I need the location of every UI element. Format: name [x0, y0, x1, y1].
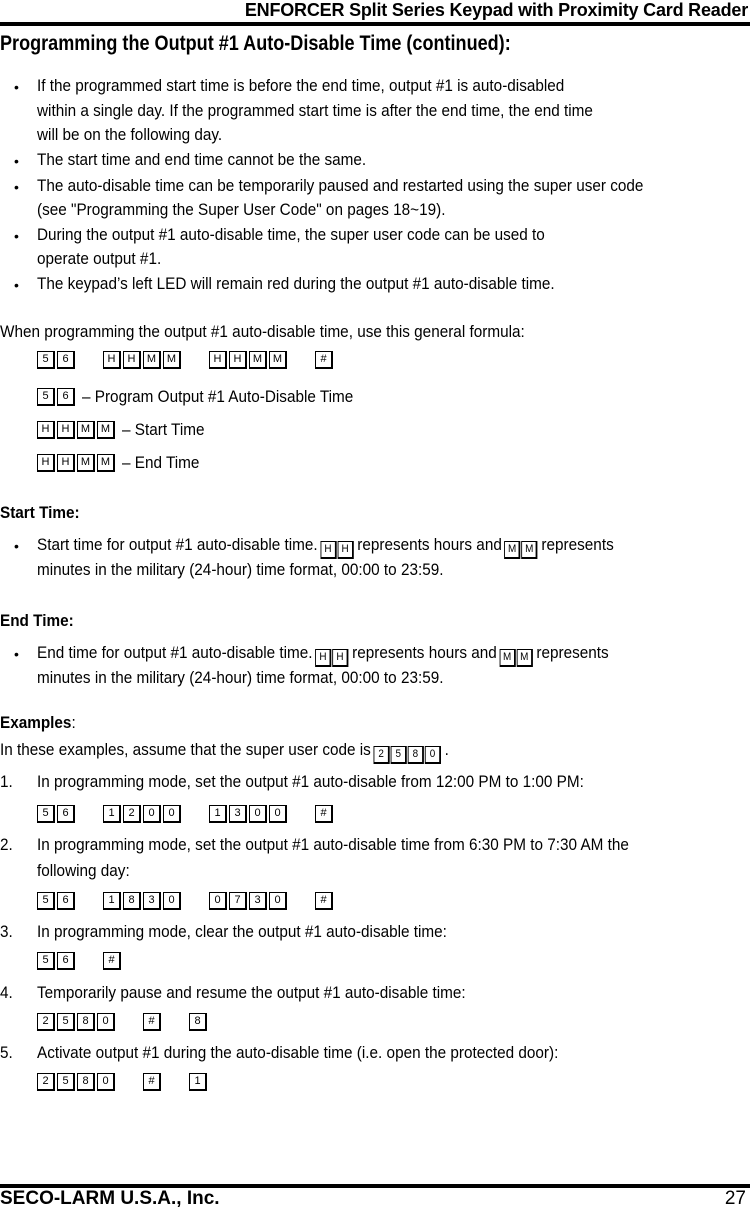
bullet-icon: • [14, 79, 19, 95]
key-icon: 2 [37, 1073, 55, 1091]
key-icon: 6 [57, 805, 75, 823]
key-icon: 0 [269, 805, 287, 823]
key-icon: 0 [143, 805, 161, 823]
key-icon: 6 [57, 351, 75, 369]
key-icon: 8 [189, 1013, 207, 1031]
key-icon: 2 [37, 1013, 55, 1031]
key-icon: 6 [57, 388, 75, 406]
key-icon: 1 [103, 892, 121, 910]
key-icon: H [37, 454, 55, 472]
example-2-number: 2. [0, 835, 13, 854]
example-2-keys [37, 892, 351, 910]
bullet-icon: • [14, 153, 19, 169]
key-icon: H [57, 454, 75, 472]
key-icon: H [37, 421, 55, 439]
examples-heading: Examples: [0, 713, 76, 732]
bullet-5-line-1: The keypad’s left LED will remain red during the output #1 auto-disable time. [37, 274, 555, 293]
key-icon: 0 [269, 892, 287, 910]
bullet-icon: • [14, 179, 19, 195]
example-1-keys [37, 805, 351, 823]
bullet-4-line-2: operate output #1. [37, 249, 162, 268]
key-icon: 6 [57, 952, 75, 970]
key-icon: 0 [97, 1073, 115, 1091]
legend-text: – Program Output #1 Auto-Disable Time [82, 387, 354, 406]
start-time-line-2: minutes in the military (24-hour) time format, 00:00 to 23:59. [37, 560, 444, 579]
key-icon: M [517, 649, 533, 667]
key-icon: # [143, 1073, 161, 1091]
formula-legend-2 [37, 420, 214, 440]
key-icon: H [209, 351, 227, 369]
key-icon: 0 [209, 892, 227, 910]
legend-text: – Start Time [122, 420, 205, 439]
key-icon: 5 [37, 351, 55, 369]
key-icon: M [143, 351, 161, 369]
key-icon: # [315, 351, 333, 369]
example-3-number: 3. [0, 922, 13, 941]
bullet-3-line-2: (see "Programming the Super User Code" on pages 18~19). [37, 200, 446, 219]
key-icon: 2 [374, 746, 390, 764]
bullet-1-line-2: within a single day. If the programmed start time is after the end time, the end time [37, 101, 593, 120]
key-icon: M [97, 454, 115, 472]
start-time-heading: Start Time: [0, 503, 80, 522]
example-1-text: In programming mode, set the output #1 auto-disable from 12:00 PM to 1:00 PM: [37, 772, 584, 791]
running-header: ENFORCER Split Series Keypad with Proximity Card Reader [244, 0, 748, 20]
example-3-text: In programming mode, clear the output #1 auto-disable time: [37, 922, 447, 941]
key-icon: 8 [77, 1073, 95, 1091]
end-time-heading: End Time: [0, 611, 74, 630]
formula-legend-3 [37, 453, 208, 473]
formula-sequence [37, 351, 351, 369]
bullet-icon: • [14, 538, 19, 554]
key-icon: 3 [143, 892, 161, 910]
legend-text: – End Time [122, 453, 200, 472]
key-icon: # [103, 952, 121, 970]
key-icon: 5 [37, 952, 55, 970]
key-icon: M [499, 649, 515, 667]
key-icon: M [522, 541, 538, 559]
key-icon: 5 [37, 388, 55, 406]
key-icon: H [315, 649, 331, 667]
key-icon: M [505, 541, 521, 559]
key-icon: M [163, 351, 181, 369]
key-icon: 5 [391, 746, 407, 764]
key-icon: M [269, 351, 287, 369]
key-icon: M [97, 421, 115, 439]
example-4-keys [37, 1013, 225, 1031]
key-icon: 1 [189, 1073, 207, 1091]
key-icon: 5 [37, 892, 55, 910]
key-icon: # [143, 1013, 161, 1031]
example-3-keys [37, 952, 139, 970]
example-4-text: Temporarily pause and resume the output #1 auto-disable time: [37, 983, 466, 1002]
key-icon: M [77, 421, 95, 439]
formula-legend-1 [37, 387, 383, 407]
example-2-text-1: In programming mode, set the output #1 auto-disable time from 6:30 PM to 7:30 AM the [37, 835, 629, 854]
start-time-line-1: Start time for output #1 auto-disable time. H H represents hours and M M represents [37, 535, 614, 559]
key-icon: H [123, 351, 141, 369]
bullet-icon: • [14, 228, 19, 244]
example-2-text-2: following day: [37, 861, 130, 880]
key-icon: H [229, 351, 247, 369]
key-icon: 3 [229, 805, 247, 823]
page-title: Programming the Output #1 Auto-Disable Time (continued): [0, 32, 511, 55]
key-icon: H [320, 541, 336, 559]
key-icon: H [337, 541, 353, 559]
example-5-number: 5. [0, 1043, 13, 1062]
examples-intro: In these examples, assume that the super user code is 2 5 8 0 . [0, 740, 449, 764]
key-icon: 7 [229, 892, 247, 910]
key-icon: H [103, 351, 121, 369]
bullet-2-line-1: The start time and end time cannot be the same. [37, 150, 367, 169]
footer-company: SECO-LARM U.S.A., Inc. [0, 1188, 220, 1209]
formula-intro: When programming the output #1 auto-disable time, use this general formula: [0, 322, 525, 341]
header-rule [0, 22, 750, 26]
key-icon: 8 [77, 1013, 95, 1031]
key-icon: H [57, 421, 75, 439]
key-icon: # [315, 805, 333, 823]
example-4-number: 4. [0, 983, 13, 1002]
key-icon: 0 [163, 892, 181, 910]
key-icon: 5 [57, 1073, 75, 1091]
end-time-line-1: End time for output #1 auto-disable time. H H represents hours and M M represents [37, 643, 609, 667]
bullet-icon: • [14, 277, 19, 293]
key-icon: M [77, 454, 95, 472]
key-icon: 6 [57, 892, 75, 910]
example-5-text: Activate output #1 during the auto-disable time (i.e. open the protected door): [37, 1043, 559, 1062]
key-icon: 0 [425, 746, 441, 764]
bullet-icon: • [14, 646, 19, 662]
example-1-number: 1. [0, 772, 13, 791]
key-icon: 8 [408, 746, 424, 764]
bullet-1-line-1: If the programmed start time is before the end time, output #1 is auto-disabled [37, 76, 565, 95]
key-icon: # [315, 892, 333, 910]
key-icon: 5 [57, 1013, 75, 1031]
key-icon: 0 [249, 805, 267, 823]
key-icon: 8 [123, 892, 141, 910]
key-icon: 0 [97, 1013, 115, 1031]
bullet-4-line-1: During the output #1 auto-disable time, the super user code can be used to [37, 225, 545, 244]
key-icon: M [249, 351, 267, 369]
example-5-keys [37, 1073, 225, 1091]
key-icon: 3 [249, 892, 267, 910]
page-number: 27 [724, 1188, 746, 1209]
key-icon: 1 [209, 805, 227, 823]
key-icon: 5 [37, 805, 55, 823]
key-icon: 1 [103, 805, 121, 823]
key-icon: H [332, 649, 348, 667]
end-time-line-2: minutes in the military (24-hour) time format, 00:00 to 23:59. [37, 668, 444, 687]
key-icon: 0 [163, 805, 181, 823]
bullet-3-line-1: The auto-disable time can be temporarily paused and restarted using the super user code [37, 176, 644, 195]
bullet-1-line-3: will be on the following day. [37, 125, 223, 144]
key-icon: 2 [123, 805, 141, 823]
